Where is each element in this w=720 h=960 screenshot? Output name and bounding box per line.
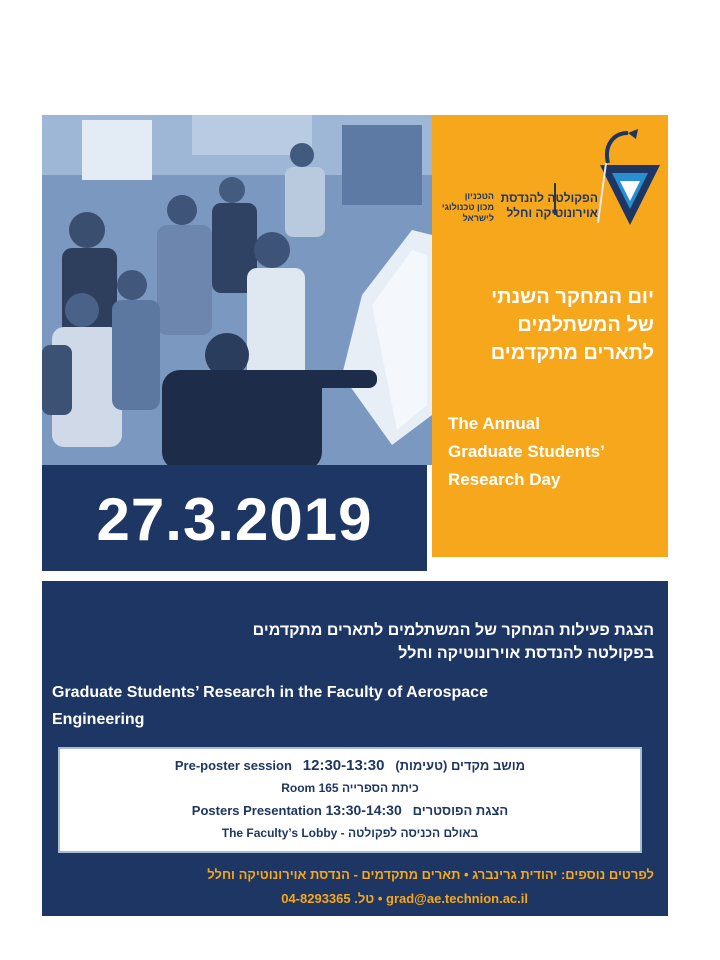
session1-label-en: Pre-poster session bbox=[174, 758, 292, 773]
info-panel bbox=[42, 581, 668, 916]
schedule-box bbox=[58, 747, 642, 853]
hebrew-title-line: יום המחקר השנתי bbox=[491, 286, 654, 308]
session1-room: Room 165 bbox=[281, 781, 339, 795]
session1-location-he: כיתת הספרייה bbox=[341, 781, 419, 795]
hebrew-title bbox=[434, 283, 654, 367]
english-title-line: The Annual bbox=[448, 414, 540, 433]
session1-location bbox=[60, 777, 640, 799]
hebrew-description bbox=[54, 619, 654, 665]
contact-phone-email: 04-8293365 .טל • grad@ae.technion.ac.il bbox=[281, 891, 528, 906]
session1-header bbox=[60, 755, 640, 777]
faculty-logo-line: אוירונוטיקה וחלל bbox=[506, 206, 598, 220]
event-photo bbox=[42, 115, 432, 465]
session2-header bbox=[60, 799, 640, 822]
session2-location bbox=[60, 822, 640, 844]
session1-time: 12:30-13:30 bbox=[302, 757, 385, 774]
technion-logo-line: מכון טכנולוגי bbox=[441, 202, 494, 212]
english-title-line: Graduate Students’ bbox=[448, 442, 605, 461]
session2-time: 13:30-14:30 bbox=[325, 802, 402, 818]
english-description-line: Graduate Students’ Research in the Faculty of Aerospace bbox=[52, 684, 488, 701]
session2-label-he: הצגת הפוסטרים bbox=[412, 803, 509, 818]
title-panel bbox=[432, 115, 668, 557]
event-date: 27.3.2019 bbox=[96, 486, 373, 553]
session2-location-he: באולם הכניסה לפקולטה bbox=[348, 826, 479, 840]
hebrew-title-line: לתארים מתקדמים bbox=[490, 342, 654, 364]
technion-logo-line: לישראל bbox=[462, 213, 494, 223]
date-box bbox=[42, 465, 427, 571]
session2-location-en: The Faculty’s Lobby - bbox=[221, 826, 345, 840]
logo-area bbox=[432, 125, 668, 235]
hebrew-description-line: בפקולטה להנדסת אוירונוטיקה וחלל bbox=[398, 645, 654, 662]
hebrew-description-line: הצגת פעילות המחקר של המשתלמים לתארים מתקדמים bbox=[252, 622, 654, 639]
english-description-line: Engineering bbox=[52, 711, 145, 728]
contact-details-line: לפרטים נוספים: יהודית גרינברג • תארים מתקדמים - הנדסת אוירונוטיקה וחלל bbox=[207, 867, 654, 882]
faculty-logo-text bbox=[501, 191, 598, 221]
english-title-line: Research Day bbox=[448, 470, 561, 489]
session2-label-en: Posters Presentation bbox=[191, 803, 322, 818]
english-title bbox=[448, 410, 605, 494]
technion-logo-text bbox=[442, 191, 494, 224]
faculty-logo-line: הפקולטה להנדסת bbox=[500, 191, 598, 205]
session1-label-he: מושב מקדים (טעימות) bbox=[395, 758, 526, 773]
english-description bbox=[52, 679, 652, 733]
hebrew-title-line: של המשתלמים bbox=[517, 314, 654, 336]
technion-logo-line: הטכניון bbox=[464, 191, 494, 201]
